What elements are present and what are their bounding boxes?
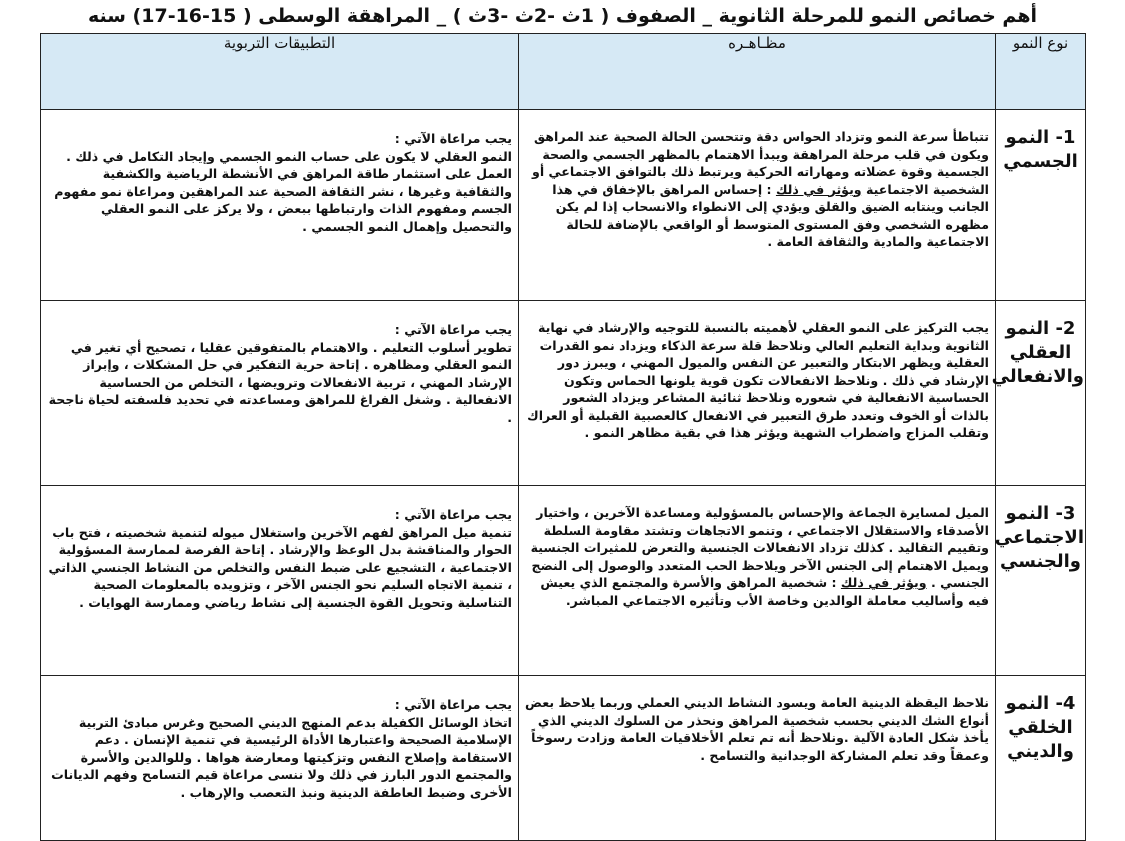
growth-type-cell: 2- النمو العقلي والانفعالي [996, 301, 1086, 486]
applications-intro: يجب مراعاة الآتي : [394, 507, 512, 522]
manifestations-cell [519, 486, 996, 676]
applications-intro: يجب مراعاة الآتي : [394, 697, 512, 712]
table-row [41, 301, 1086, 486]
growth-type-cell: 3- النمو الاجتماعي والجنسي [996, 486, 1086, 676]
manifestations-text-cont: : إحساس المراهق بالإخفاق في هذا الجانب وينتابه الضيق والقلق ويؤدي إلى الانطواء والانسحاب إذا لم يكن مظهره الشخصي وفق المستوى المتوسط أو الواقعي بالإضافة للحالة الاجتماعية والمادية والثقافة العامة . [552, 181, 989, 249]
table-row [41, 110, 1086, 301]
manifestations-cell [519, 676, 996, 841]
header-applications-label: التطبيقات التربوية [223, 34, 336, 52]
applications-intro: يجب مراعاة الآتي : [394, 131, 512, 146]
header-growth-type-label: نوع النمو [1012, 34, 1069, 52]
applications-cell [41, 676, 519, 841]
manifestations-text: نلاحظ اليقظة الدينية العامة ويسود النشاط الديني العملي وربما يلاحظ بعض أنواع الشك الديني بحسب شخصية المراهق ونحذر من السلوك الديني الذي يأخذ شكل العادة الآلية .ونلاحظ أنه تم تعلم الأخلاقيات العامة وزادت رسوخاً وعمقاً وقد تعلم المشاركة الوجدانية والتسامح . [525, 695, 989, 763]
manifestations-text: يجب التركيز على النمو العقلي لأهميته بالنسبة للتوجيه والإرشاد في نهاية الثانوية وبداية التعليم العالي ونلاحظ قلة سرعة الذكاء ويزداد نمو القدرات العقلية ويظهر الابتكار والتعبير عن النفس والميول المهني ، ويبرز دور الإرشاد في ذلك . ونلاحظ الانفعالات تكون قوية يلونها الحماس وتكون الحساسية الانفعالية في شعوره ونلاحظ ثنائية المشاعر ويزداد الشعور بالذات أو الخوف وتعدد طرق التعبير في الانفعال كالعصبية القبلية أو العراك وتقلب المزاج واضطراب الشهية ويؤثر هذا في بقية مظاهر النمو . [527, 320, 989, 440]
applications-intro: يجب مراعاة الآتي : [394, 322, 512, 337]
table-header-row [41, 34, 1086, 110]
applications-text: تنمية ميل المراهق لفهم الآخرين واستغلال ميوله لتنمية شخصيته ، فتح باب الحوار والمناقشة بدل الوعظ والإرشاد . إتاحة الفرصة لممارسة المسؤولية الاجتماعية ، التشجيع على ضبط النفس والتخلص من النشاط الجنسي الذاتي ، تنمية الاتجاه السليم نحو الجنس الآخر ، وتزويده بالمعلومات الصحية التناسلية وتحويل القوة الجنسية إلى نشاط رياضي وممارسة الهوايات . [48, 524, 512, 610]
applications-text: اتخاذ الوسائل الكفيلة بدعم المنهج الديني الصحيح وغرس مبادئ التربية الإسلامية الصحيحة واعتبارها الأداة الرئيسية في تنمية الإنسان . دعم الاستقامة وإصلاح النفس وتزكيتها ومعارضة هواها . وللوالدين والأسرة والمجتمع الدور البارز في ذلك ولا ننسى مراعاة قيم التسامح وفهم الديانات الأخرى وضبط العاطفة الدينية ونبذ التعصب والإرهاب . [51, 714, 512, 800]
characteristics-table [40, 33, 1086, 841]
applications-text: تطوير أسلوب التعليم . والاهتمام بالمتفوقين عقليا ، تصحيح أي تغير في النمو العقلي ومظاهره . إتاحة حرية التفكير في حل المشكلات ، وإبراز الإرشاد المهني ، تربية الانفعالات وترويضها ، التخلص من الحساسية الانفعالية . وشغل الفراغ للمراهق ومساعدته في تحديد فلسفته لحياة ناجحة . [48, 339, 512, 425]
influence-label: ويؤثر في ذلك [775, 181, 862, 197]
applications-cell [41, 301, 519, 486]
applications-cell [41, 110, 519, 301]
applications-cell [41, 486, 519, 676]
manifestations-text: الميل لمسايرة الجماعة والإحساس بالمسؤولية ومساعدة الآخرين ، واختيار الأصدقاء والاستقلال الاجتماعي ، وتنمو الاتجاهات وتشتد مقاومة السلطة وتقييم التقاليد . كذلك تزداد الانفعالات الجنسية والتعرض للمثيرات الجنسية ويميل الاهتمام إلى الجنس الآخر ويلاحظ الحب المتعدد والوصول إلى النضج الجنسي . [530, 505, 989, 590]
manifestations-text: تتباطأ سرعة النمو وتزداد الحواس دقة وتتحسن الحالة الصحية عند المراهق ويكون في قلب مرحلة المراهقة ويبدأ الاهتمام بالمظهر الجسمي والصحة الجسمية وقوة عضلاته ومهاراته الحركية ويرتبط ذلك بالتوافق الاجتماعي أو الشخصية الاجتماعية [532, 129, 989, 197]
header-manifestations [519, 34, 996, 110]
table-row [41, 486, 1086, 676]
growth-type-cell: 1- النمو الجسمي [996, 110, 1086, 301]
table-row [41, 676, 1086, 841]
applications-text: النمو العقلي لا يكون على حساب النمو الجسمي وإيجاد التكامل في ذلك . العمل على استثمار طاقة المراهق في الأنشطة الرياضية والكشفية والثقافية وغيرها ، نشر الثقافة الصحية عند المراهقين ومراعاة نمو مفهوم الجسم ومفهوم الذات وارتباطها ببعض ، ولا يركز على النمو العقلي والتحصيل وإهمال النمو الجسمي . [54, 148, 512, 234]
header-manifestations-label: مظـاهـره [728, 34, 786, 52]
manifestations-text-cont: : شخصية المراهق والأسرة والمجتمع الذي يعيش فيه وأساليب معاملة الوالدين وخاصة الأب وتأثيره الاجتماعي المباشر. [540, 575, 989, 608]
header-growth-type [996, 34, 1086, 110]
page-title: أهم خصائص النمو للمرحلة الثانوية _ الصفوف ( 1ث -2ث -3ث ) _ المراهقة الوسطى ( 15-16-17) سنه [87, 5, 1038, 27]
manifestations-cell [519, 301, 996, 486]
manifestations-cell [519, 110, 996, 301]
growth-type-cell: 4- النمو الخلقي والديني [996, 676, 1086, 841]
influence-label: ويؤثر في ذلك [840, 575, 927, 590]
header-applications [41, 34, 519, 110]
